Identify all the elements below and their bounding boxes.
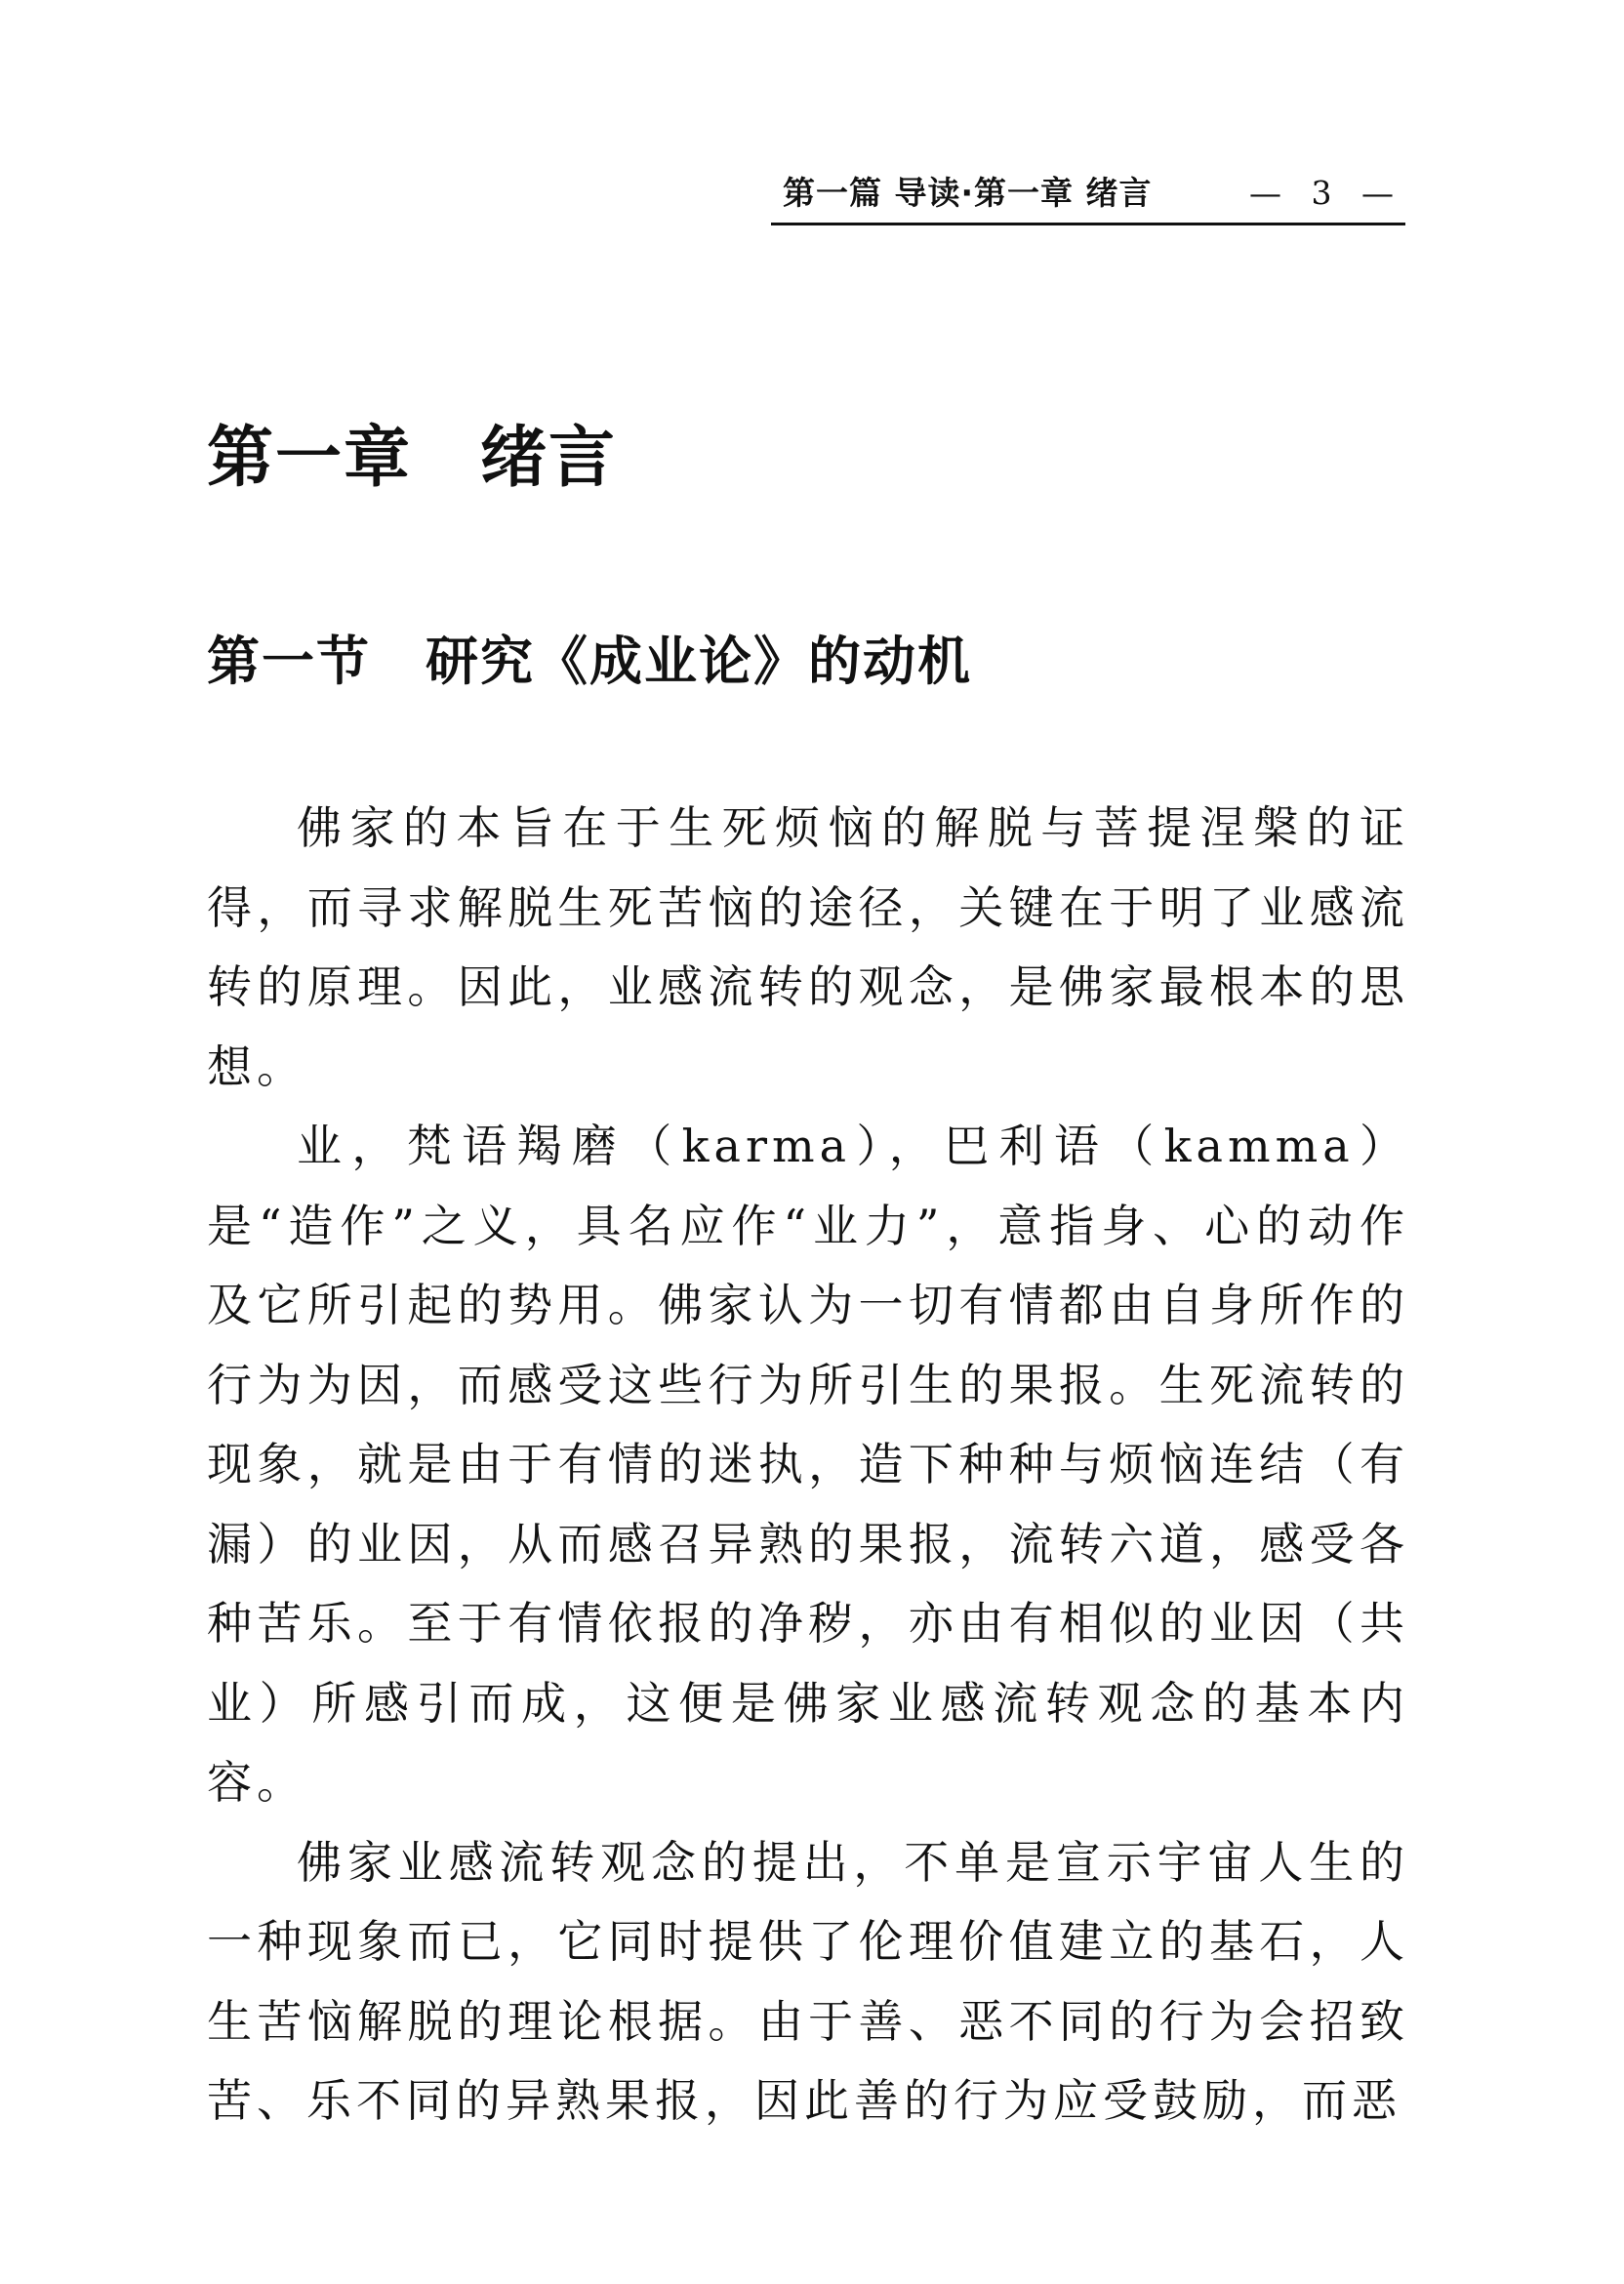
paragraph: 佛家的本旨在于生死烦恼的解脱与菩提涅槃的证得，而寻求解脱生死苦恼的途径，关键在于明了业感流转的原理。因此，业感流转的观念，是佛家最根本的思想。 [207,801,1409,1093]
section-title: 第一节 研究《成业论》的动机 [207,631,972,692]
running-header [771,168,1405,225]
page-number: — 3 — [1249,174,1403,212]
body-text [207,789,1409,2141]
paragraph: 业，梵语羯磨（karma），巴利语（kamma）是“造作”之义，具名应作“业力”，意指身、心的动作及它所引起的势用。佛家认为一切有情都由自身所作的行为为因，而感受这些行为所引生的果报。生死流转的现象，就是由于有情的迷执，造下种种与烦恼连结（有漏）的业因，从而感召异熟的果报，流转六道，感受各种苦乐。至于有情依报的净秽，亦由有相似的业因（共业）所感引而成，这便是佛家业感流转观念的基本内容。 [207,1120,1409,1809]
running-header-title: 第一篇 导读·第一章 绪言 [783,174,1153,212]
chapter-title: 第一章 绪言 [207,420,618,497]
paragraph: 佛家业感流转观念的提出，不单是宣示宇宙人生的一种现象而已，它同时提供了伦理价值建立的基石，人生苦恼解脱的理论根据。由于善、恶不同的行为会招致苦、乐不同的异熟果报，因此善的行为应受鼓励，而恶 [207,1835,1409,2127]
